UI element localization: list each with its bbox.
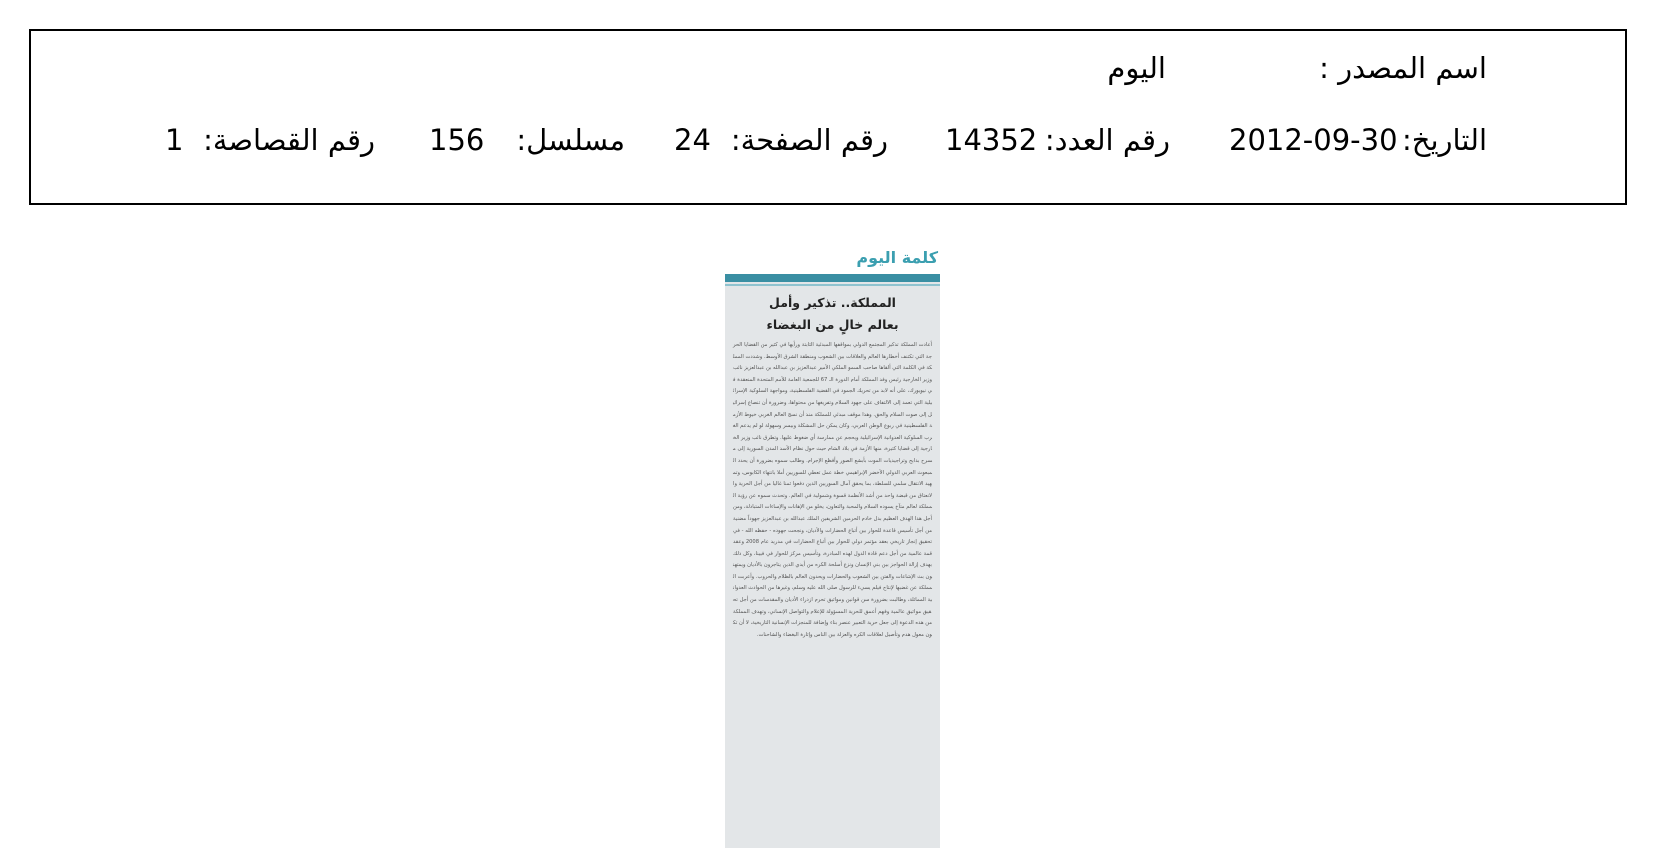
header-box — [29, 29, 1627, 205]
column-tag-text: كلمة اليوم — [856, 248, 938, 267]
issue-value: 14352 — [945, 123, 1038, 157]
serial-label: مسلسل: — [516, 123, 625, 157]
article-title-line2: بعالم خالٍ من البغضاء — [766, 317, 899, 332]
column-divider — [725, 274, 940, 282]
issue-label: رقم العدد: — [1044, 123, 1170, 157]
article-body: أعادت المملكة تذكير المجتمع الدولي بمواقفها المبدئية الثابتة ورأيها في كثير من القضايا الحرجة التي تكتنف أخطارها العالم والعلاقات بين الشعوب ومنطقة الشرق الأوسط. وشددت المملكة في الكلمة التي ألقاها صاحب السمو الملكي الأمير عبدالعزيز بن عبدالله بن عبدالعزيز نائب وزير الخارجية رئيس وفد المملكة أمام الدورة الـ 67 للجمعية العامة للأمم المتحدة المنعقدة في نيويورك، على أنه لابد من تحريك الجمود في القضية الفلسطينية، ومواجهة السلوكية الإسرائيلية التي تعمد إلى الالتفاف على جهود السلام وتفريغها من محتواها، وضرورة أن تنصاع إسرائيل إلى صوت السلام والحق. وهذا موقف مبدئي للمملكة منذ أن نسج العالم الغربي خيوط الأزمة الفلسطينية في ربوع الوطن العربي، وكان يمكن حل المشكلة وبيسر وسهولة لو لم يدعم الغرب السلوكية العدوانية الإسرائيلية ويحجم عن ممارسة أي ضغوط عليها. وتطرق نائب وزير الخارجية إلى قضايا كثيرة، منها الأزمة في بلاد الشام حيث حول نظام الأسد المدن السورية إلى مسرح بذابح وتراجيديات الموت بأبشع الصور وأفظع الإجرام. وطالب سموه بضرورة أن يحدد المبعوث العربي الدولي الأخضر الإبراهيمي خطة عمل تعطي للسوريين أملا بانتهاء الكابوس، وتمهيد الانتقال سلمي للسلطة، بما يحقق آمال السوريين الذين دفعوا ثمنا غاليا من أجل الحرية والانعتاق من قبضة واحد من أشد الأنظمة قسوة وشمولية في العالم. وتحدث سموه عن رؤية المملكة لعالم متآخ يسوده السلام والمحبة والتعاون، يخلو من الإهانات والإساءات المتبادلة، ومن أجل هذا الهدف العظيم بذل خادم الحرمين الشريفين الملك عبدالله بن عبدالعزيز جهوداً مضنية من أجل تأسيس قاعدة للحوار بين أتباع الحضارات والأديان، ونجحت جهوده - حفظه الله - في تحقيق إنجاز تاريخي بعقد مؤتمر دولي للحوار بين أتباع الحضارات في مدريد عام 2008 وعقد قمة عالمية من أجل دعم قادة الدول لهذه المبادرة، وتأسيس مركز للحوار في فيينا، وكل ذلك بهدف إزالة الحواجز بين بني الإنسان ونزع أسلحة الكره من أيدي الذين يتاجرون بالأديان ويمتهنون بث الإشاعات والفتن بين الشعوب والحضارات ويحدون العالم بالظلام والحروب. وأعربت المملكة عن غضبها لإنتاج فيلم يسيء للرسول صلى الله عليه وسلم، وغيرها من الحوادث العدوانية المماثلة، وطالبت بضرورة سن قوانين ومواثيق تحرم ازدراء الأديان والمقدسات من أجل تحقيق مواثيق عالمية وفهم أعمق للحرية المسؤولة للإعلام والتواصل الإنساني، وتهدف المملكة من هذه الدعوة إلى جعل حرية التعبير عنصر بناء وإضافة للمنجزات الإنسانية التاريخية، لا أن تكون معول هدم وتأصيل لعلاقات الكره والعزلة بين الناس وإثارة البغضاء والشاحنات. — [733, 342, 932, 638]
serial-value: 156 — [429, 123, 485, 157]
page-value: 24 — [674, 123, 711, 157]
article-title — [729, 292, 936, 336]
column-divider-thin — [725, 284, 940, 286]
clip-number-label: رقم القصاصة: — [203, 123, 375, 157]
column-tag — [725, 248, 940, 274]
clip-number-value: 1 — [165, 123, 184, 157]
article-title-line1: المملكة.. تذكير وأمل — [769, 295, 896, 310]
newspaper-clipping — [725, 248, 940, 848]
date-value: 2012-09-30 — [1229, 123, 1398, 157]
page-label: رقم الصفحة: — [730, 123, 888, 157]
date-label: التاريخ: — [1401, 123, 1487, 157]
source-value: اليوم — [1107, 51, 1166, 85]
source-label: اسم المصدر : — [1319, 51, 1487, 85]
